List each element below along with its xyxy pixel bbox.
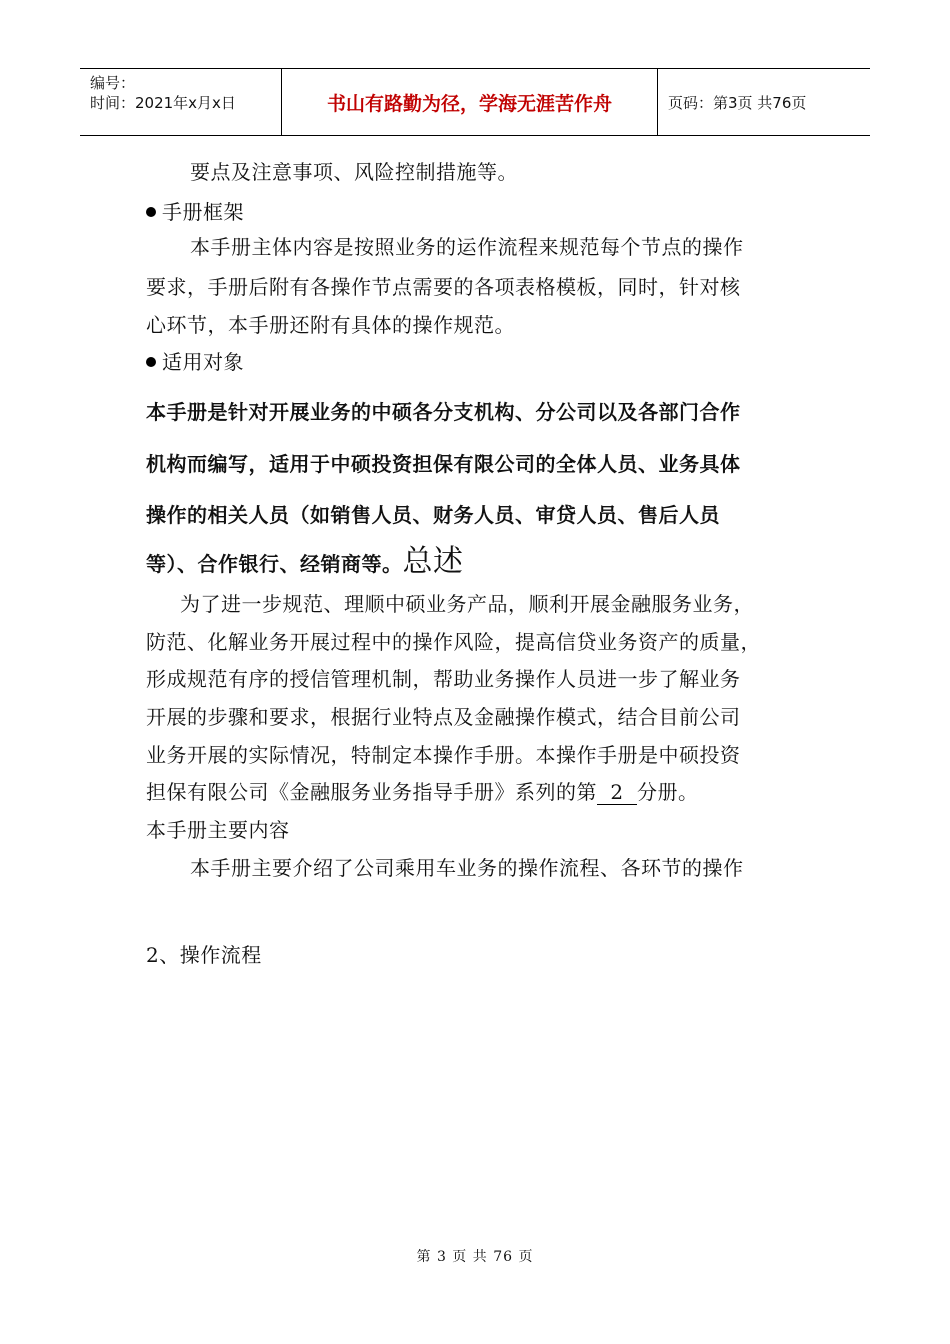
header-number: 编号： — [90, 74, 136, 92]
text-fragment: 担保有限公司《金融服务业务指导手册》系列的第 — [146, 780, 597, 804]
text-line: 防范、化解业务开展过程中的操作风险，提高信贷业务资产的质量， — [146, 630, 761, 654]
text-line-bold: 本手册是针对开展业务的中硕各分支机构、分公司以及各部门合作 — [146, 400, 741, 424]
text-line: 要求，手册后附有各操作节点需要的各项表格模板，同时，针对核 — [146, 275, 741, 299]
bullet-icon — [146, 357, 156, 367]
text-line-bold: 机构而编写，适用于中硕投资担保有限公司的全体人员、业务具体 — [146, 452, 741, 476]
text-line: 业务开展的实际情况，特制定本操作手册。本操作手册是中硕投资 — [146, 743, 741, 767]
volume-number: 2 — [597, 780, 637, 805]
section-framework — [146, 200, 244, 224]
header-meta — [80, 69, 282, 135]
text-line: 本手册主体内容是按照业务的运作流程来规范每个节点的操作 — [190, 235, 744, 259]
text-line: 形成规范有序的授信管理机制，帮助业务操作人员进一步了解业务 — [146, 667, 741, 691]
page-header — [80, 68, 870, 136]
header-page-info: 页码：第3页 共76页 — [668, 93, 807, 112]
text-line: 心环节，本手册还附有具体的操作规范。 — [146, 313, 515, 337]
text-fragment: 分册。 — [637, 780, 699, 804]
text-line — [146, 780, 699, 805]
header-motto: 书山有路勤为径，学海无涯苦作舟 — [282, 69, 658, 135]
text-line: 要点及注意事项、风险控制措施等。 — [190, 160, 518, 184]
overview-title: 总述 — [402, 544, 464, 579]
section-2-title: 2、操作流程 — [146, 943, 262, 967]
main-content-title: 本手册主要内容 — [146, 818, 290, 842]
section-audience — [146, 350, 244, 374]
page-footer: 第 3 页 共 76 页 — [416, 1249, 534, 1265]
section-framework-label: 手册框架 — [162, 200, 244, 224]
text-line: 开展的步骤和要求，根据行业特点及金融操作模式，结合目前公司 — [146, 705, 741, 729]
section-audience-label: 适用对象 — [162, 350, 244, 374]
audience-last-line — [146, 544, 464, 579]
text-line-bold: 操作的相关人员（如销售人员、财务人员、审贷人员、售后人员 — [146, 503, 720, 527]
text-line: 为了进一步规范、理顺中硕业务产品，顺利开展金融服务业务， — [180, 592, 754, 616]
text-line: 本手册主要介绍了公司乘用车业务的操作流程、各环节的操作 — [190, 856, 744, 880]
text-line-bold: 等）、合作银行、经销商等。 — [146, 552, 403, 576]
header-time: 时间：2021年x月x日 — [90, 94, 236, 112]
bullet-icon — [146, 207, 156, 217]
